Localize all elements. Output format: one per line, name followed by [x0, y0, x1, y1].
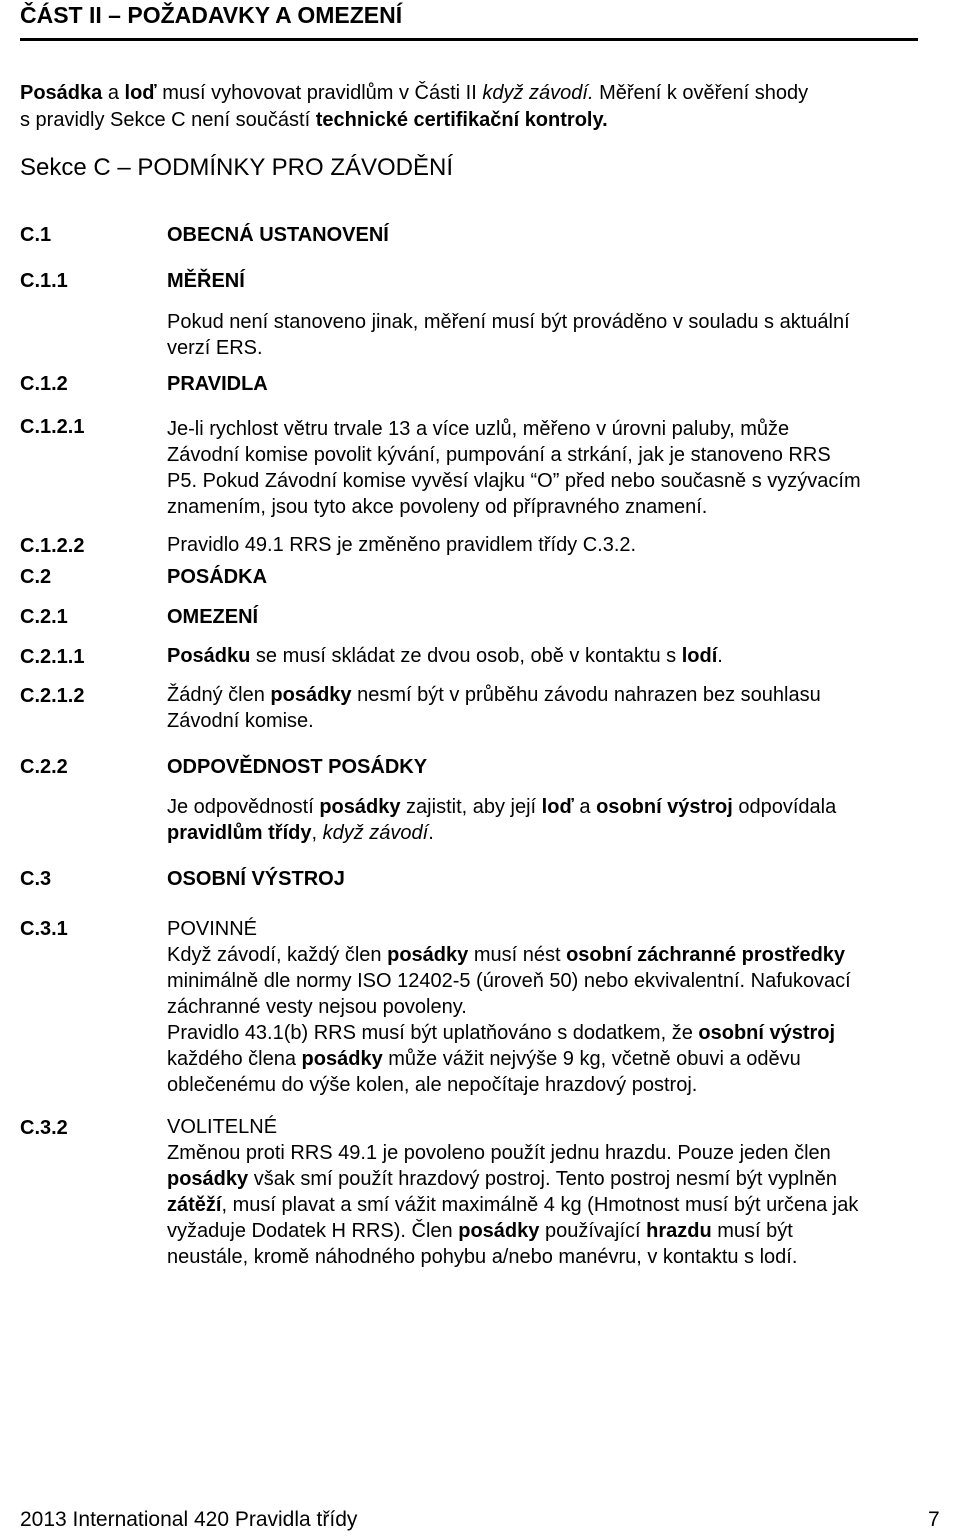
text-line: Závodní komise povolit kývání, pumpování a strkání, jak je stanoveno RRS	[167, 444, 831, 466]
text-run: posádky	[458, 1220, 540, 1242]
intro-text: s pravidly Sekce C není součástí	[20, 109, 316, 131]
heading-posadka: POSÁDKA	[167, 566, 268, 588]
text-run: a	[573, 796, 597, 818]
text-run: posádky	[301, 1048, 383, 1070]
heading-obecna: OBECNÁ USTANOVENÍ	[167, 224, 389, 246]
heading-pravidla: PRAVIDLA	[167, 373, 268, 395]
rule-number: C.2.1	[20, 606, 68, 628]
title-rule	[20, 38, 918, 41]
rule-number: C.2.2	[20, 756, 68, 778]
text-line: Závodní komise.	[167, 710, 314, 732]
rule-number: C.2.1.1	[20, 646, 85, 668]
text-line: neustále, kromě náhodného pohybu a/nebo manévru, v kontaktu s lodí.	[167, 1246, 798, 1268]
intro-text: technické certifikační kontroly.	[315, 109, 608, 131]
intro-text: a	[102, 82, 125, 104]
intro-text: loď	[124, 82, 157, 104]
rule-number: C.1.2.2	[20, 535, 85, 557]
text-run: zátěží	[167, 1194, 222, 1216]
text-run: loď	[541, 796, 574, 818]
c11-text	[167, 309, 850, 361]
text-run: pravidlům třídy	[167, 822, 312, 844]
text-run: musí nést	[468, 944, 567, 966]
subsection-label: VOLITELNÉ	[167, 1116, 278, 1138]
heading-omezeni: OMEZENÍ	[167, 606, 259, 628]
rule-number: C.3.2	[20, 1117, 68, 1139]
heading-odpovednost: ODPOVĚDNOST POSÁDKY	[167, 756, 428, 778]
text-line: Pravidlo 49.1 RRS je změněno pravidlem třídy C.3.2.	[167, 534, 637, 556]
text-run: Je odpovědností	[167, 796, 320, 818]
text-line: verzí ERS.	[167, 337, 263, 359]
text-run: posádky	[270, 684, 352, 706]
text-run: osobní výstroj	[698, 1022, 836, 1044]
text-line: oblečenému do výše kolen, ale nepočítaje hrazdový postroj.	[167, 1074, 698, 1096]
rule-number: C.1.2.1	[20, 416, 85, 438]
text-run: se musí skládat ze dvou osob, obě v kontaktu s	[250, 645, 682, 667]
text-line: P5. Pokud Závodní komise vyvěsí vlajku “O” před nebo současně s vyzývacím	[167, 470, 861, 492]
text-run: posádky	[319, 796, 401, 818]
text-run: ,	[311, 822, 323, 844]
text-run: odpovídala	[732, 796, 837, 818]
intro-text: když závodí.	[482, 82, 594, 104]
intro-text: Měření k ověření shody	[593, 82, 809, 104]
c31-text	[167, 916, 851, 1098]
footer-text: 2013 International 420 Pravidla třídy	[20, 1508, 358, 1531]
section-title: Sekce C – PODMÍNKY PRO ZÁVODĚNÍ	[20, 154, 453, 181]
text-run: .	[717, 645, 723, 667]
text-run: když závodí	[322, 822, 429, 844]
text-run: zajistit, aby její	[400, 796, 542, 818]
rule-number: C.1.1	[20, 270, 68, 292]
c212-text	[167, 682, 821, 734]
text-run: musí být	[711, 1220, 793, 1242]
text-run: Když závodí, každý člen	[167, 944, 388, 966]
text-run: Pravidlo 43.1(b) RRS musí být uplatňováno s dodatkem, že	[167, 1022, 699, 1044]
text-run: nesmí být v průběhu závodu nahrazen bez souhlasu	[351, 684, 821, 706]
page-number: 7	[928, 1508, 940, 1531]
c22-text	[167, 794, 836, 846]
text-run: Posádku	[167, 645, 251, 667]
text-run: lodí	[681, 645, 718, 667]
text-run: posádky	[387, 944, 469, 966]
text-run: Žádný člen	[167, 684, 271, 706]
text-line: záchranné vesty nejsou povoleny.	[167, 996, 467, 1018]
text-run: osobní výstroj	[596, 796, 733, 818]
rule-number: C.1.2	[20, 373, 68, 395]
rule-number: C.1	[20, 224, 52, 246]
rule-number: C.2.1.2	[20, 685, 85, 707]
page-title: ČÁST II – POŽADAVKY A OMEZENÍ	[20, 2, 403, 28]
text-run: osobní záchranné prostředky	[566, 944, 846, 966]
text-run: však smí použít hrazdový postroj. Tento postroj nesmí být vyplněn	[248, 1168, 837, 1190]
heading-mereni: MĚŘENÍ	[167, 270, 245, 292]
text-run: .	[428, 822, 434, 844]
c122-text	[167, 532, 636, 558]
text-line: znamením, jsou tyto akce povoleny od přípravného znamení.	[167, 496, 708, 518]
rule-number: C.3.1	[20, 918, 68, 940]
intro-text: Posádka	[20, 82, 103, 104]
text-run: může vážit nejvýše 9 kg, včetně obuvi a oděvu	[382, 1048, 801, 1070]
heading-vystroj: OSOBNÍ VÝSTROJ	[167, 868, 345, 890]
rule-number: C.2	[20, 566, 52, 588]
text-line: Pokud není stanoveno jinak, měření musí být prováděno v souladu s aktuální	[167, 311, 850, 333]
c32-text	[167, 1114, 858, 1270]
c121-text	[167, 416, 861, 520]
text-run: posádky	[167, 1168, 249, 1190]
text-run: používající	[539, 1220, 647, 1242]
subsection-label: POVINNÉ	[167, 918, 258, 940]
text-line: Změnou proti RRS 49.1 je povoleno použít jednu hrazdu. Pouze jeden člen	[167, 1142, 831, 1164]
text-run: vyžaduje Dodatek H RRS). Člen	[167, 1220, 459, 1242]
text-line: Je-li rychlost větru trvale 13 a více uzlů, měřeno v úrovni paluby, může	[167, 418, 790, 440]
rule-number: C.3	[20, 868, 52, 890]
intro-text: musí vyhovovat pravidlům v Části II	[156, 82, 483, 104]
text-run: každého člena	[167, 1048, 302, 1070]
text-run: , musí plavat a smí vážit maximálně 4 kg (Hmotnost musí být určena jak	[221, 1194, 859, 1216]
text-line: minimálně dle normy ISO 12402-5 (úroveň 50) nebo ekvivalentní. Nafukovací	[167, 970, 851, 992]
c211-text	[167, 643, 723, 669]
intro-paragraph	[20, 80, 950, 134]
text-run: hrazdu	[646, 1220, 712, 1242]
